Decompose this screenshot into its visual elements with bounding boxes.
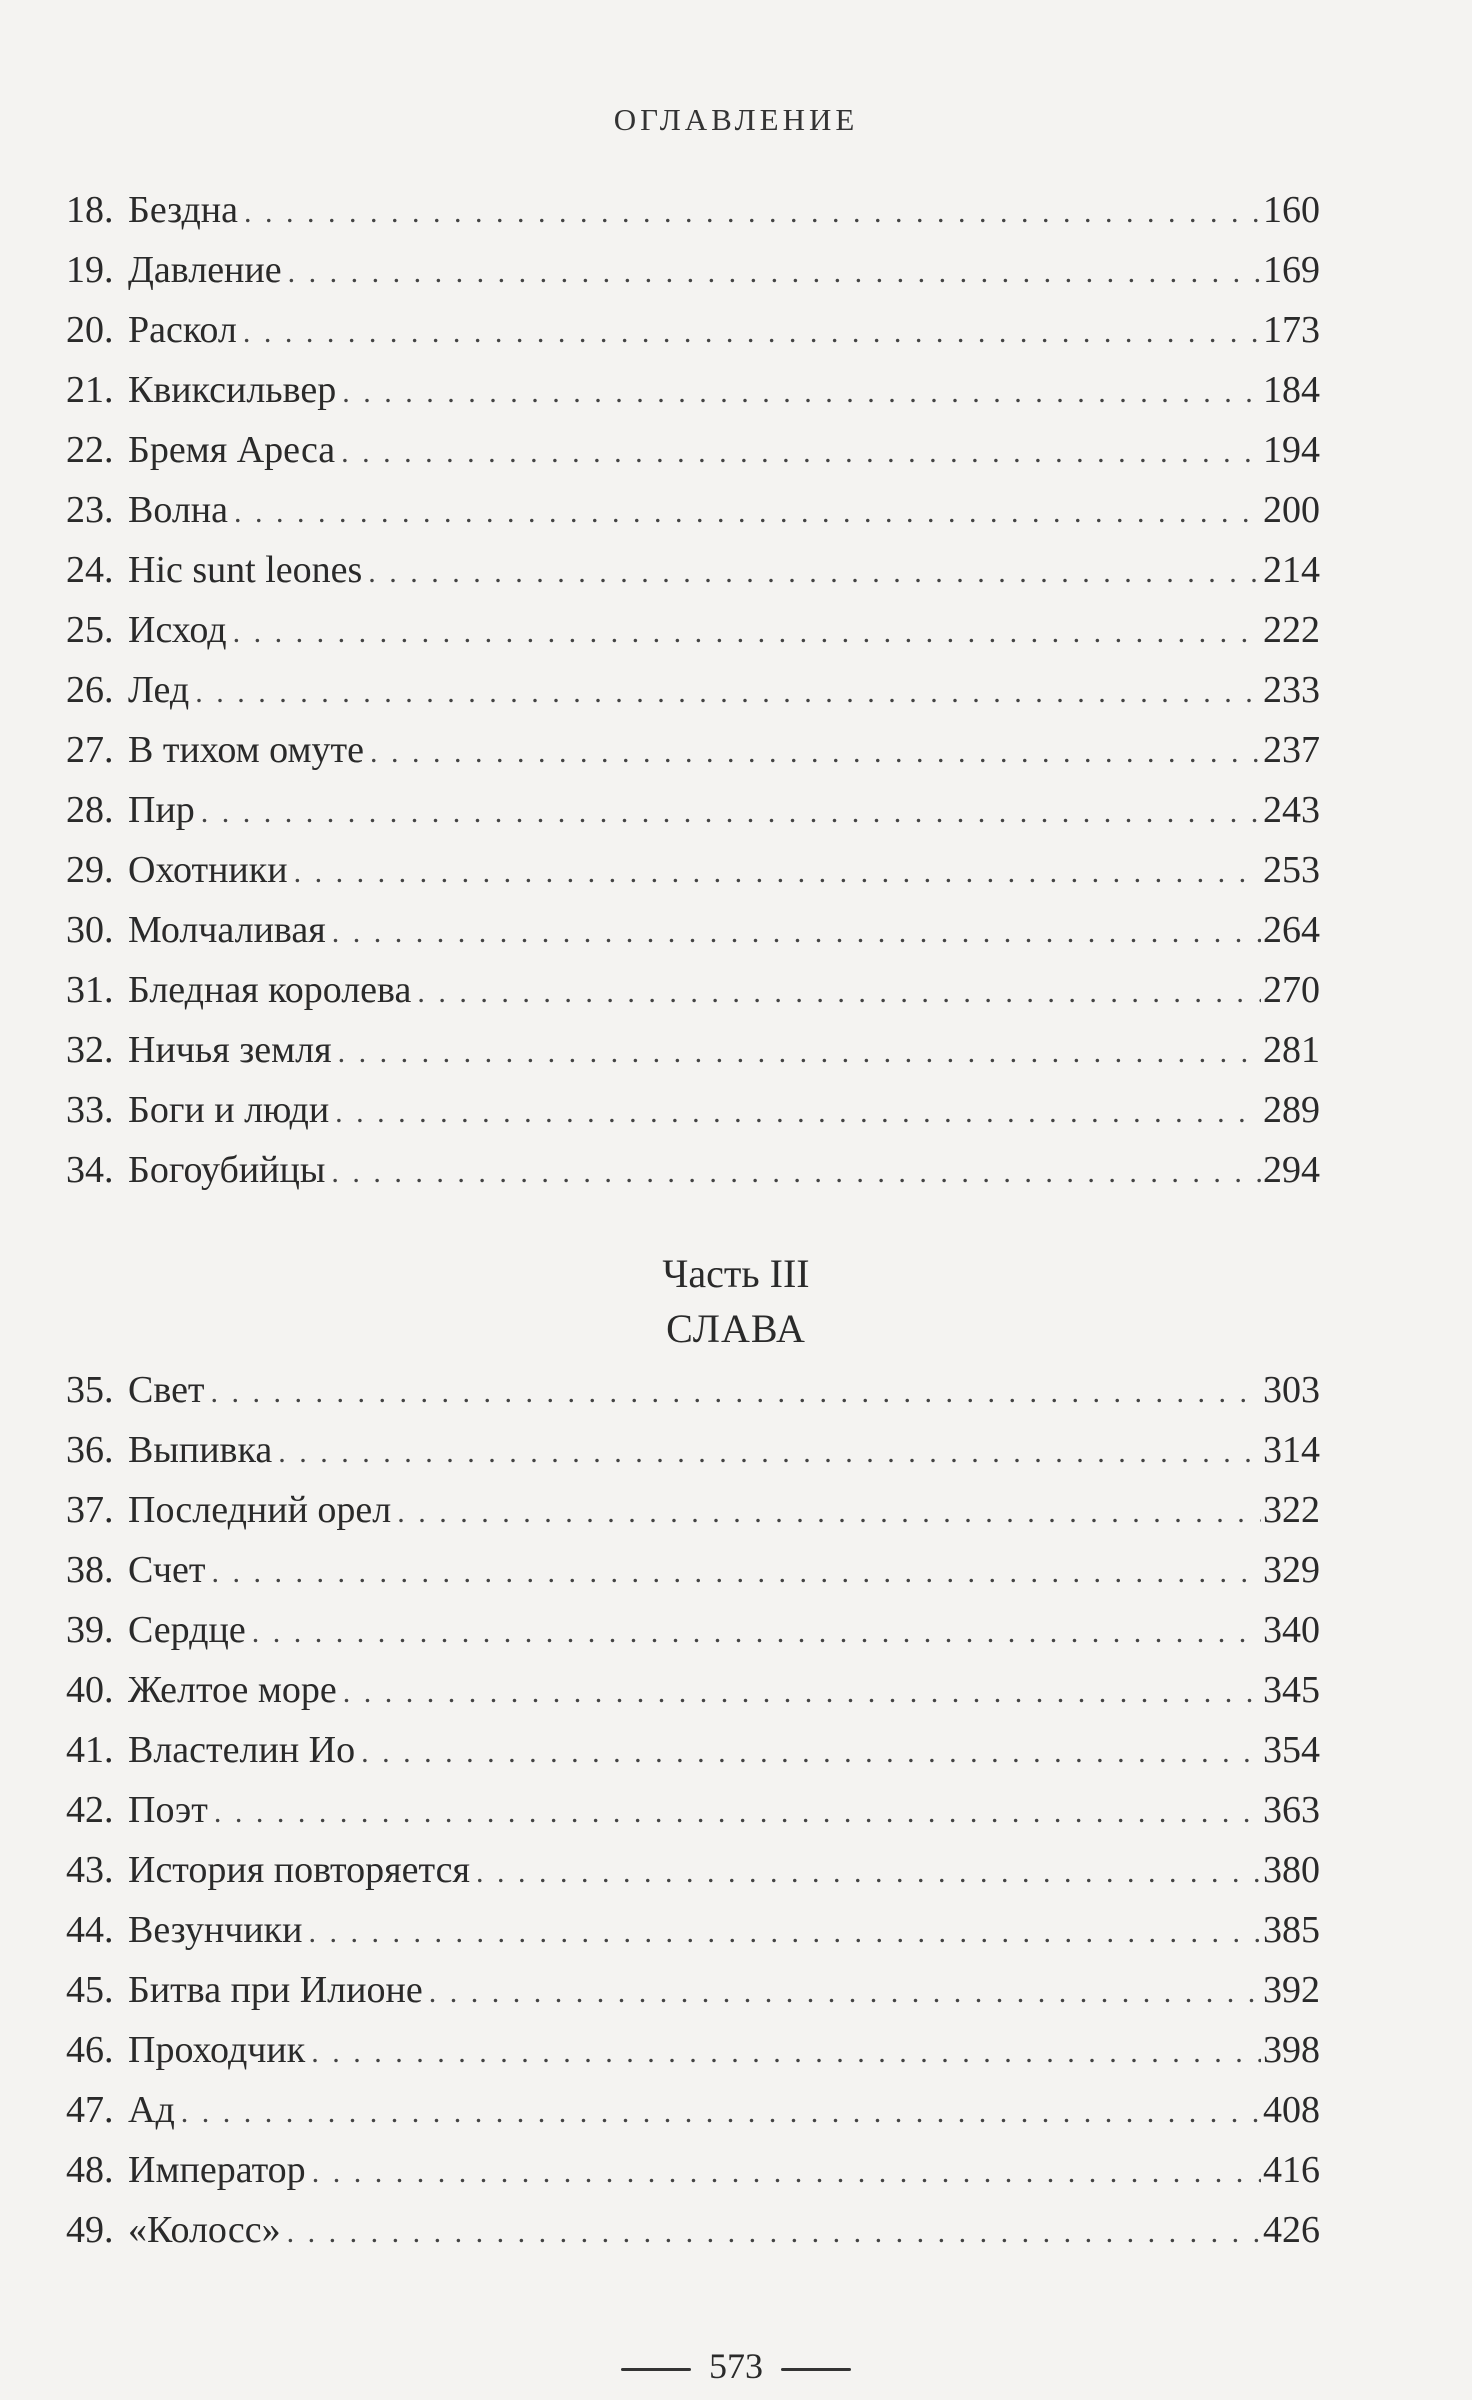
chapter-title: Охотники [128, 849, 288, 891]
page-number: 270 [1263, 969, 1320, 1011]
page-number: 200 [1263, 489, 1320, 531]
dot-leader [294, 843, 1261, 903]
chapter-number: 26. [66, 669, 114, 711]
chapter-title: История повторяется [128, 1849, 470, 1891]
toc-entry [66, 1900, 1320, 1960]
page-number: 214 [1263, 549, 1320, 591]
dot-leader [278, 1423, 1261, 1483]
chapter-number: 36. [66, 1429, 114, 1471]
dot-leader [244, 183, 1261, 243]
page-number: 380 [1263, 1849, 1320, 1891]
dot-leader [397, 1483, 1261, 1543]
page-number: 408 [1263, 2089, 1320, 2131]
dot-leader [476, 1843, 1261, 1903]
chapter-number: 47. [66, 2089, 114, 2131]
dot-leader [211, 1363, 1261, 1423]
toc-entry [66, 480, 1320, 540]
chapter-number: 35. [66, 1369, 114, 1411]
chapter-number: 49. [66, 2209, 114, 2251]
part-label: Часть III [662, 1251, 810, 1296]
page-number: 385 [1263, 1909, 1320, 1951]
chapter-number: 20. [66, 309, 114, 351]
running-head: ОГЛАВЛЕНИЕ [613, 102, 859, 137]
toc-section-part2 [66, 180, 1320, 1200]
dot-leader [332, 903, 1261, 963]
chapter-title: Битва при Илионе [128, 1969, 423, 2011]
chapter-title: Квиксильвер [128, 369, 337, 411]
chapter-title: Hic sunt leones [128, 549, 363, 591]
chapter-title: Свет [128, 1369, 205, 1411]
chapter-number: 24. [66, 549, 114, 591]
chapter-title: Выпивка [128, 1429, 273, 1471]
page-number: 354 [1263, 1729, 1320, 1771]
page-number: 243 [1263, 789, 1320, 831]
chapter-number: 37. [66, 1489, 114, 1531]
toc-entry [66, 780, 1320, 840]
toc-entry [66, 1480, 1320, 1540]
toc-entry [66, 1960, 1320, 2020]
chapter-number: 48. [66, 2149, 114, 2191]
dot-leader [342, 363, 1261, 423]
dot-leader [233, 603, 1261, 663]
toc-entry [66, 1840, 1320, 1900]
chapter-number: 21. [66, 369, 114, 411]
toc-entry [66, 2020, 1320, 2080]
toc-entry [66, 1600, 1320, 1660]
dot-leader [243, 303, 1261, 363]
chapter-number: 31. [66, 969, 114, 1011]
page-number: 314 [1263, 1429, 1320, 1471]
chapter-number: 43. [66, 1849, 114, 1891]
toc-entry [66, 1420, 1320, 1480]
dot-leader [287, 2203, 1261, 2263]
chapter-title: Бездна [128, 189, 239, 231]
toc-entry [66, 660, 1320, 720]
page-number: 303 [1263, 1369, 1320, 1411]
dot-leader [370, 723, 1261, 783]
page-number: 345 [1263, 1669, 1320, 1711]
chapter-title: Властелин Ио [128, 1729, 356, 1771]
chapter-title: Поэт [128, 1789, 208, 1831]
page-number: 340 [1263, 1609, 1320, 1651]
toc-entry [66, 360, 1320, 420]
dot-leader [361, 1723, 1261, 1783]
toc-entry [66, 900, 1320, 960]
dot-leader [181, 2083, 1261, 2143]
chapter-title: В тихом омуте [128, 729, 364, 771]
dot-leader [252, 1603, 1261, 1663]
dot-leader [308, 1903, 1261, 1963]
toc-entry [66, 2200, 1320, 2260]
dot-leader [195, 663, 1261, 723]
dot-leader [331, 1143, 1261, 1203]
page-number: 194 [1263, 429, 1320, 471]
chapter-number: 27. [66, 729, 114, 771]
page-number: 160 [1263, 189, 1320, 231]
toc-entry [66, 1720, 1320, 1780]
chapter-number: 44. [66, 1909, 114, 1951]
toc-entry [66, 1780, 1320, 1840]
toc-entry [66, 1660, 1320, 1720]
page-number: 233 [1263, 669, 1320, 711]
toc-entry [66, 1080, 1320, 1140]
chapter-title: Богоубийцы [128, 1149, 326, 1191]
toc-entry [66, 180, 1320, 240]
chapter-number: 19. [66, 249, 114, 291]
chapter-title: Счет [128, 1549, 206, 1591]
dot-leader [311, 2023, 1261, 2083]
toc-entry [66, 1020, 1320, 1080]
chapter-title: Везунчики [128, 1909, 303, 1951]
toc-entry [66, 960, 1320, 1020]
folio-dash-right [781, 2368, 851, 2371]
chapter-number: 42. [66, 1789, 114, 1831]
page-number: 222 [1263, 609, 1320, 651]
toc-section-part3 [66, 1360, 1320, 2260]
dot-leader [201, 783, 1261, 843]
toc-entry [66, 1140, 1320, 1200]
chapter-number: 40. [66, 1669, 114, 1711]
toc-entry [66, 540, 1320, 600]
dot-leader [341, 423, 1261, 483]
chapter-title: Исход [128, 609, 227, 651]
page-number: 329 [1263, 1549, 1320, 1591]
chapter-title: Сердце [128, 1609, 246, 1651]
chapter-number: 18. [66, 189, 114, 231]
toc-entry [66, 2140, 1320, 2200]
chapter-title: Давление [128, 249, 282, 291]
page-number: 237 [1263, 729, 1320, 771]
toc-entry [66, 240, 1320, 300]
dot-leader [417, 963, 1261, 1023]
toc-entry [66, 720, 1320, 780]
chapter-title: Бремя Ареса [128, 429, 336, 471]
page-number: 322 [1263, 1489, 1320, 1531]
chapter-number: 45. [66, 1969, 114, 2011]
chapter-number: 46. [66, 2029, 114, 2071]
page-number: 253 [1263, 849, 1320, 891]
folio-dash-left [621, 2368, 691, 2371]
dot-leader [234, 483, 1261, 543]
dot-leader [343, 1663, 1261, 1723]
folio-number: 573 [709, 2346, 763, 2386]
toc-entry [66, 300, 1320, 360]
chapter-title: Ад [128, 2089, 175, 2131]
toc-entry [66, 1360, 1320, 1420]
chapter-number: 33. [66, 1089, 114, 1131]
page-number: 173 [1263, 309, 1320, 351]
toc-entry [66, 840, 1320, 900]
chapter-number: 38. [66, 1549, 114, 1591]
chapter-number: 29. [66, 849, 114, 891]
dot-leader [288, 243, 1261, 303]
chapter-title: Боги и люди [128, 1089, 330, 1131]
chapter-number: 39. [66, 1609, 114, 1651]
chapter-number: 28. [66, 789, 114, 831]
page-number: 398 [1263, 2029, 1320, 2071]
page-number: 392 [1263, 1969, 1320, 2011]
toc-entry [66, 420, 1320, 480]
page-number: 264 [1263, 909, 1320, 951]
dot-leader [368, 543, 1261, 603]
chapter-title: Ничья земля [128, 1029, 332, 1071]
dot-leader [429, 1963, 1261, 2023]
chapter-number: 34. [66, 1149, 114, 1191]
chapter-number: 22. [66, 429, 114, 471]
page-number: 184 [1263, 369, 1320, 411]
chapter-title: Бледная королева [128, 969, 412, 1011]
part-title: СЛАВА [666, 1306, 806, 1351]
chapter-number: 23. [66, 489, 114, 531]
page-number: 169 [1263, 249, 1320, 291]
page-number: 426 [1263, 2209, 1320, 2251]
chapter-title: «Колосс» [128, 2209, 281, 2251]
folio [0, 2345, 1472, 2387]
chapter-title: Молчаливая [128, 909, 326, 951]
toc-entry [66, 2080, 1320, 2140]
chapter-title: Лед [128, 669, 190, 711]
dot-leader [312, 2143, 1261, 2203]
chapter-title: Пир [128, 789, 195, 831]
chapter-number: 25. [66, 609, 114, 651]
page-number: 416 [1263, 2149, 1320, 2191]
page-number: 363 [1263, 1789, 1320, 1831]
dot-leader [338, 1023, 1261, 1083]
page-number: 294 [1263, 1149, 1320, 1191]
chapter-title: Раскол [128, 309, 237, 351]
chapter-title: Последний орел [128, 1489, 392, 1531]
dot-leader [214, 1783, 1261, 1843]
dot-leader [335, 1083, 1261, 1143]
toc-entry [66, 1540, 1320, 1600]
page-number: 289 [1263, 1089, 1320, 1131]
page-number: 281 [1263, 1029, 1320, 1071]
chapter-title: Волна [128, 489, 229, 531]
chapter-title: Желтое море [128, 1669, 337, 1711]
chapter-title: Проходчик [128, 2029, 306, 2071]
chapter-number: 32. [66, 1029, 114, 1071]
toc-entry [66, 600, 1320, 660]
chapter-title: Император [128, 2149, 306, 2191]
chapter-number: 30. [66, 909, 114, 951]
dot-leader [211, 1543, 1261, 1603]
chapter-number: 41. [66, 1729, 114, 1771]
